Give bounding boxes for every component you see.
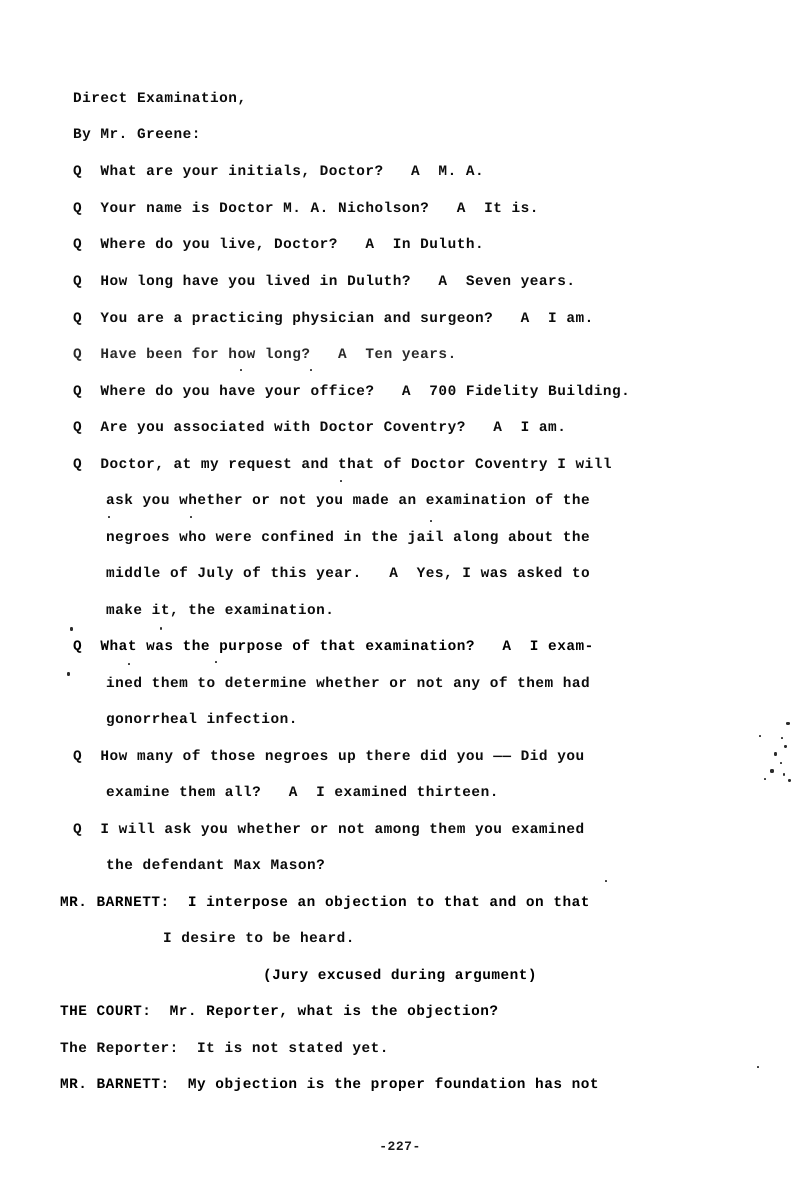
transcript-line: Q What are your initials, Doctor? A M. A. <box>73 164 485 180</box>
transcript-line: the defendant Max Mason? <box>106 858 326 874</box>
transcript-line: Q You are a practicing physician and surgeon? A I am. <box>73 311 594 327</box>
transcript-line: THE COURT: Mr. Reporter, what is the objection? <box>60 1004 499 1020</box>
scan-speckle <box>788 779 791 782</box>
scan-speckle <box>605 880 607 882</box>
transcript-line: Q Where do you have your office? A 700 Fidelity Building. <box>73 384 631 400</box>
transcript-line: Q Where do you live, Doctor? A In Duluth. <box>73 237 485 253</box>
transcript-line: Q How many of those negroes up there did you —— Did you <box>73 749 585 765</box>
scan-speckle <box>215 661 217 663</box>
transcript-line: make it, the examination. <box>106 603 335 619</box>
scan-speckle <box>757 1066 759 1068</box>
transcript-line: (Jury excused during argument) <box>262 968 538 984</box>
transcript-line: Q Have been for how long? A Ten years. <box>73 347 457 363</box>
transcript-line: negroes who were confined in the jail along about the <box>106 530 591 546</box>
transcript-line: gonorrheal infection. <box>106 712 298 728</box>
transcript-line: Q What was the purpose of that examination? A I exam- <box>73 639 594 655</box>
transcript-line: examine them all? A I examined thirteen. <box>106 785 499 801</box>
transcript-line: ask you whether or not you made an examination of the <box>106 493 591 509</box>
scan-speckle <box>759 735 761 737</box>
transcript-line: ined them to determine whether or not any of them had <box>106 676 591 692</box>
scan-speckle <box>70 627 73 631</box>
page-number-folio: -227- <box>379 1139 421 1154</box>
transcript-line: MR. BARNETT: My objection is the proper foundation has not <box>60 1077 600 1093</box>
scan-speckle <box>770 769 774 773</box>
scan-speckle <box>240 369 242 371</box>
transcript-line: I desire to be heard. <box>163 931 355 947</box>
scan-speckle <box>340 480 342 482</box>
transcript-line: The Reporter: It is not stated yet. <box>60 1041 389 1057</box>
scan-speckle <box>67 672 70 676</box>
scan-speckle <box>128 663 130 665</box>
scan-speckle <box>108 516 110 518</box>
scan-speckle <box>774 752 777 756</box>
scan-speckle <box>780 762 782 764</box>
scan-speckle <box>430 520 432 522</box>
transcript-line: Direct Examination, <box>73 91 247 107</box>
transcript-line: By Mr. Greene: <box>73 127 201 143</box>
transcript-line: Q I will ask you whether or not among them you examined <box>73 822 585 838</box>
scan-speckle <box>781 737 783 739</box>
scan-speckle <box>160 627 162 630</box>
scan-speckle <box>310 369 312 371</box>
transcript-line: Q Are you associated with Doctor Coventry? A I am. <box>73 420 567 436</box>
scan-speckle <box>786 722 790 725</box>
scan-speckle <box>190 516 192 518</box>
scan-speckle <box>783 773 785 776</box>
transcript-line: middle of July of this year. A Yes, I was asked to <box>106 566 591 582</box>
transcript-line: Q How long have you lived in Duluth? A Seven years. <box>73 274 576 290</box>
transcript-line: Q Doctor, at my request and that of Doctor Coventry I will <box>73 457 613 473</box>
scan-speckle <box>784 745 787 748</box>
scan-speckle <box>764 778 766 780</box>
transcript-line: Q Your name is Doctor M. A. Nicholson? A It is. <box>73 201 539 217</box>
transcript-line: MR. BARNETT: I interpose an objection to that and on that <box>60 895 590 911</box>
